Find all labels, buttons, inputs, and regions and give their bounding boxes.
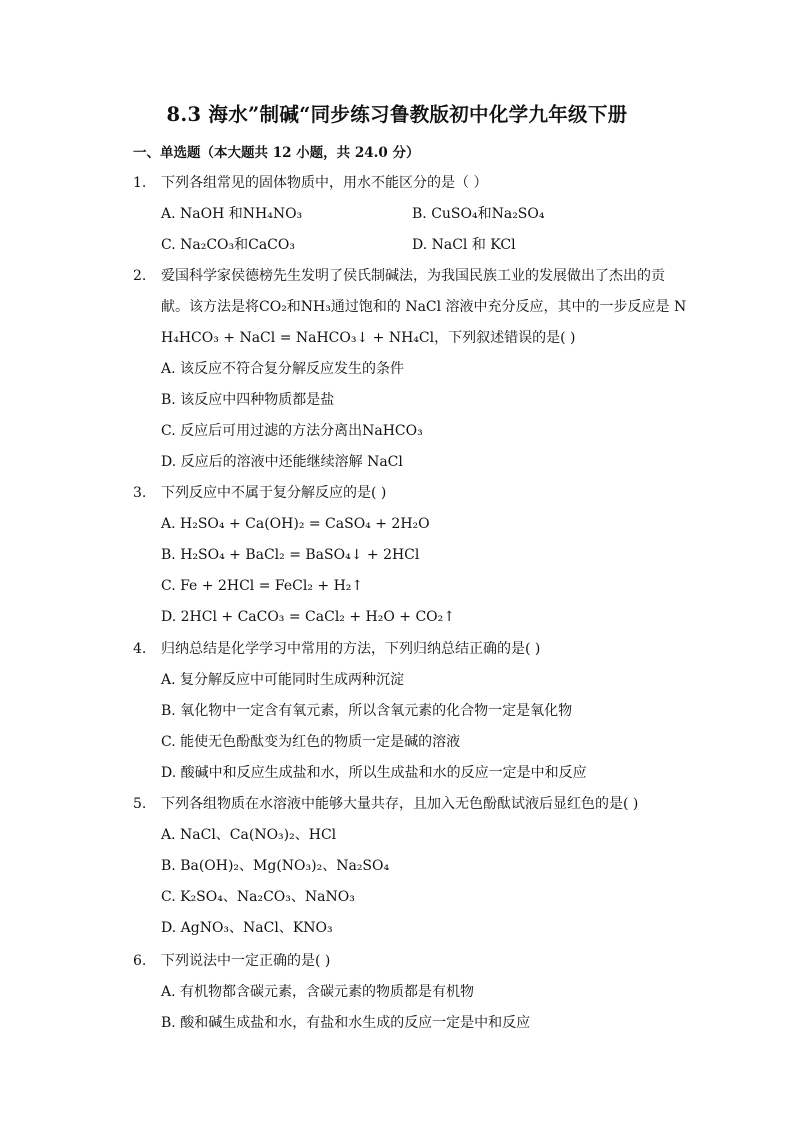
question-2-number: 2. [133, 268, 147, 284]
question-5-option-c: C. K₂SO₄、Na₂CO₃、NaNO₃ [161, 889, 355, 905]
question-3-option-a: A. H₂SO₄ + Ca(OH)₂ = CaSO₄ + 2H₂O [161, 516, 430, 532]
question-2-stem-line-3: H₄HCO₃ + NaCl = NaHCO₃↓ + NH₄Cl，下列叙述错误的是( ) [161, 330, 576, 346]
question-1-option-c: C. Na₂CO₃和CaCO₃ [161, 237, 295, 253]
question-3-stem: 下列反应中不属于复分解反应的是( ) [161, 485, 387, 501]
question-2-option-a: A. 该反应不符合复分解反应发生的条件 [161, 361, 405, 377]
question-5-stem: 下列各组物质在水溶液中能够大量共存，且加入无色酚酞试液后显红色的是( ) [161, 796, 639, 812]
section-heading: 一、单选题（本大题共 12 小题，共 24.0 分） [133, 145, 420, 161]
question-5-number: 5. [133, 796, 147, 812]
question-6-option-b: B. 酸和碱生成盐和水，有盐和水生成的反应一定是中和反应 [161, 1015, 531, 1031]
page-title: 8.3 海水”制碱“同步练习鲁教版初中化学九年级下册 [166, 103, 628, 126]
question-3-option-d: D. 2HCl + CaCO₃ = CaCl₂ + H₂O + CO₂↑ [161, 609, 456, 625]
question-1-option-b: B. CuSO₄和Na₂SO₄ [412, 206, 545, 222]
question-2-option-b: B. 该反应中四种物质都是盐 [161, 392, 335, 408]
question-1-option-a: A. NaOH 和NH₄NO₃ [161, 206, 303, 222]
question-5-option-d: D. AgNO₃、NaCl、KNO₃ [161, 920, 333, 936]
question-6-stem: 下列说法中一定正确的是( ) [161, 953, 331, 969]
question-4-number: 4. [133, 641, 147, 657]
question-5-option-b: B. Ba(OH)₂、Mg(NO₃)₂、Na₂SO₄ [161, 858, 390, 874]
question-6-option-a: A. 有机物都含碳元素，含碳元素的物质都是有机物 [161, 984, 475, 1000]
question-3-number: 3. [133, 485, 147, 501]
question-2-stem-line-1: 爱国科学家侯德榜先生发明了侯氏制碱法，为我国民族工业的发展做出了杰出的贡 [161, 268, 665, 284]
question-6-number: 6. [133, 953, 147, 969]
question-4-option-b: B. 氧化物中一定含有氧元素，所以含氧元素的化合物一定是氧化物 [161, 703, 573, 719]
question-1-option-d: D. NaCl 和 KCl [412, 237, 516, 253]
question-4-option-c: C. 能使无色酚酞变为红色的物质一定是碱的溶液 [161, 734, 461, 750]
question-4-option-d: D. 酸碱中和反应生成盐和水，所以生成盐和水的反应一定是中和反应 [161, 765, 587, 781]
question-2-option-d: D. 反应后的溶液中还能继续溶解 NaCl [161, 454, 403, 470]
question-4-option-a: A. 复分解反应中可能同时生成两种沉淀 [161, 672, 405, 688]
question-2-option-c: C. 反应后可用过滤的方法分离出NaHCO₃ [161, 423, 423, 439]
question-3-option-b: B. H₂SO₄ + BaCl₂ = BaSO₄↓ + 2HCl [161, 547, 420, 563]
question-3-option-c: C. Fe + 2HCl = FeCl₂ + H₂↑ [161, 578, 364, 594]
question-5-option-a: A. NaCl、Ca(NO₃)₂、HCl [161, 827, 337, 843]
question-4-stem: 归纳总结是化学学习中常用的方法，下列归纳总结正确的是( ) [161, 641, 541, 657]
question-2-stem-line-2: 献。该方法是将CO₂和NH₃通过饱和的 NaCl 溶液中充分反应，其中的一步反应是 N [161, 299, 687, 315]
question-1-stem: 下列各组常见的固体物质中，用水不能区分的是（ ） [161, 175, 488, 191]
question-1-number: 1. [133, 175, 147, 191]
